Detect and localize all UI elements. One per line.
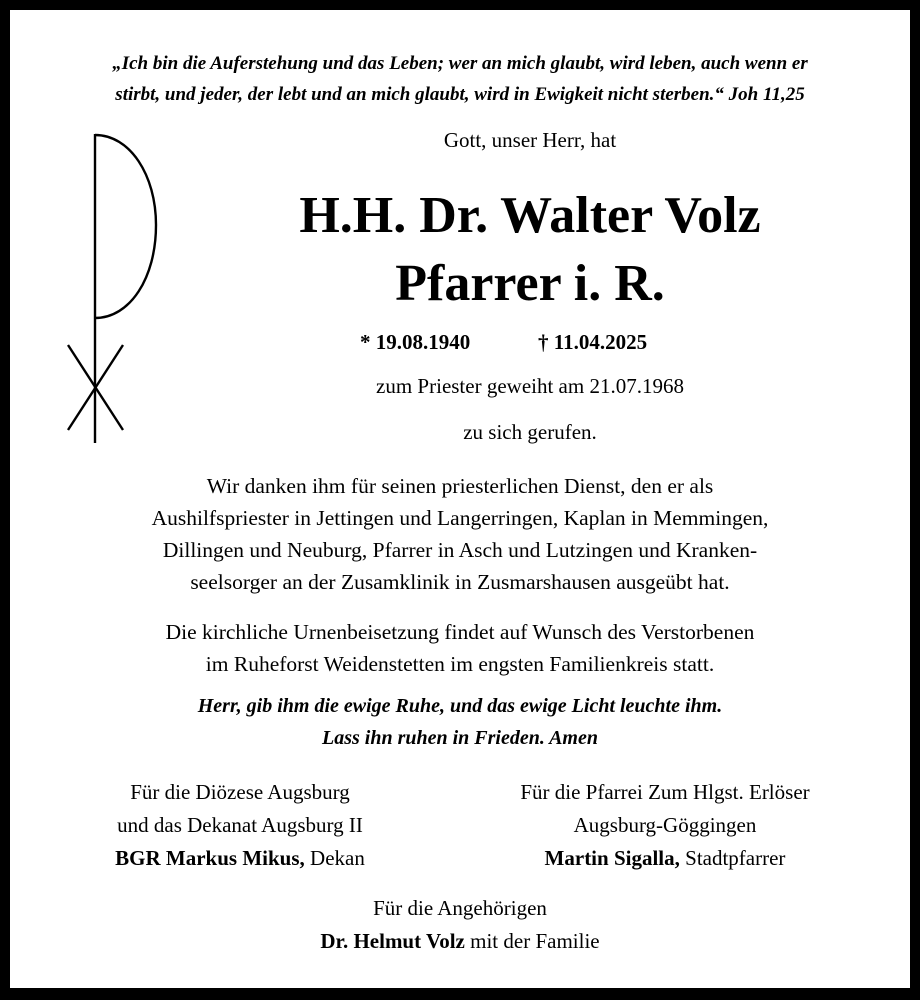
deceased-name: H.H. Dr. Walter Volz (299, 187, 761, 244)
text-line: Für die Pfarrei Zum Hlgst. Erlöser (520, 780, 810, 804)
deceased-title: Pfarrer i. R. (395, 255, 665, 312)
signature-parish (470, 776, 860, 875)
ordination-text: zum Priester geweiht am 21.07.1968 (376, 374, 684, 398)
signer-role: mit der Familie (464, 929, 600, 953)
thanks-paragraph (10, 470, 910, 598)
text-line: Aushilfspriester in Jettingen und Langerringen, Kaplan in Memmingen, (151, 506, 769, 530)
text-line: im Ruheforst Weidenstetten im engsten Familienkreis statt. (205, 652, 715, 676)
prayer-line: Herr, gib ihm die ewige Ruhe, und das ewige Licht leuchte ihm. (197, 695, 723, 717)
intro-text: Gott, unser Herr, hat (443, 128, 617, 152)
text-line: Für die Angehörigen (373, 896, 547, 920)
text-line: und das Dekanat Augsburg II (117, 813, 363, 837)
text-line: Für die Diözese Augsburg (130, 780, 350, 804)
signature-diocese (50, 776, 430, 875)
bible-quote (10, 48, 910, 110)
signature-family (10, 892, 910, 958)
death-date: † 11.04.2025 (538, 330, 648, 354)
text-line: Augsburg-Göggingen (573, 813, 757, 837)
signer-role: Stadtpfarrer (679, 846, 786, 870)
prayer (10, 690, 910, 754)
text-line: Die kirchliche Urnenbeisetzung findet auf Wunsch des Verstorbenen (165, 620, 755, 644)
obituary-notice (10, 10, 910, 988)
called-text: zu sich gerufen. (463, 420, 597, 444)
signer-name: Martin Sigalla, (544, 846, 680, 870)
quote-line: stirbt, und jeder, der lebt und an mich glaubt, wird in Ewigkeit nicht sterben.“ Joh 11,25 (115, 84, 805, 105)
prayer-line: Lass ihn ruhen in Frieden. Amen (321, 727, 598, 749)
signer-name: Dr. Helmut Volz (320, 929, 465, 953)
text-line: Dillingen und Neuburg, Pfarrer in Asch und Lutzingen und Kranken- (162, 538, 758, 562)
text-line: seelsorger an der Zusamklinik in Zusmarshausen ausgeübt hat. (190, 570, 730, 594)
birth-date: * 19.08.1940 (360, 330, 471, 354)
signer-role: Dekan (304, 846, 365, 870)
text-line: Wir danken ihm für seinen priesterlichen Dienst, den er als (206, 474, 714, 498)
signer-name: BGR Markus Mikus, (115, 846, 305, 870)
burial-paragraph (10, 616, 910, 680)
quote-line: „Ich bin die Auferstehung und das Leben; wer an mich glaubt, wird leben, auch wenn er (112, 53, 808, 74)
